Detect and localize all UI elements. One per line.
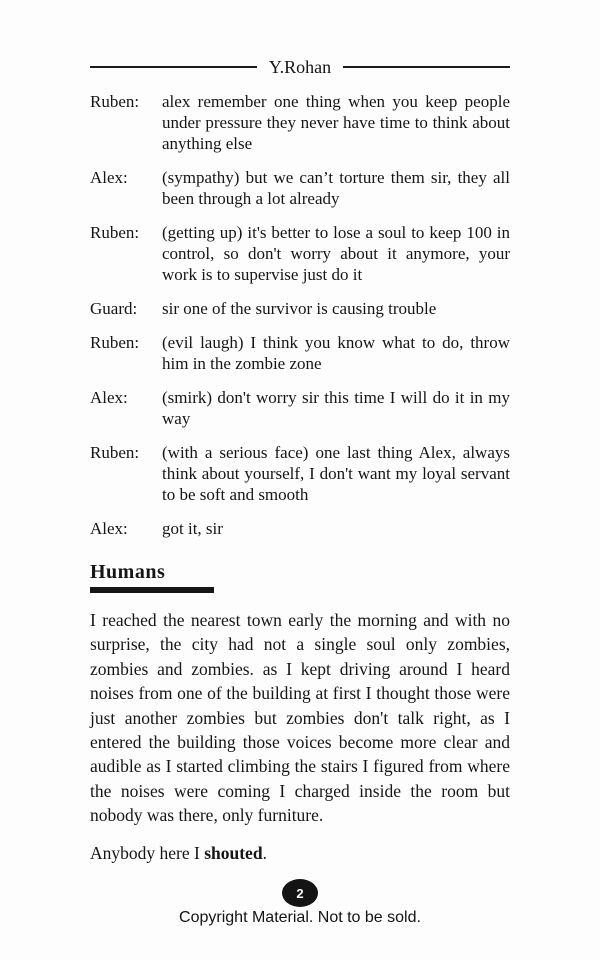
dialogue-text: (with a serious face) one last thing Alex, always think about yourself, I don't want my loyal servant to be soft and smooth [162, 443, 510, 504]
dialogue-text: got it, sir [162, 519, 223, 538]
dialogue-row [90, 387, 510, 429]
page-header [90, 56, 510, 78]
dialogue-row [90, 332, 510, 374]
speaker-label: Ruben: [90, 92, 140, 111]
dialogue-row [90, 518, 510, 539]
closing-bold-word: shouted [204, 842, 263, 863]
closing-line [90, 841, 510, 865]
section-title: Humans [90, 561, 166, 583]
dialogue-row [90, 222, 510, 285]
copyright-notice: Copyright Material. Not to be sold. [179, 909, 421, 926]
speaker-label: Guard: [90, 299, 138, 318]
speaker-label: Ruben: [90, 223, 140, 242]
dialogue-text: (sympathy) but we can’t torture them sir, they all been through a lot already [162, 168, 510, 208]
speaker-label: Alex: [90, 519, 128, 538]
dialogue-text: (evil laugh) I think you know what to do, throw him in the zombie zone [162, 333, 510, 373]
closing-prefix: Anybody here I [90, 842, 205, 863]
speaker-label: Alex: [90, 388, 128, 407]
dialogue-row [90, 91, 510, 154]
speaker-label: Ruben: [90, 443, 140, 462]
page-number-badge: 2 [282, 879, 318, 907]
dialogue-row [90, 298, 510, 319]
dialogue-row [90, 442, 510, 505]
dialogue-section [90, 91, 510, 539]
heading-double-underline [90, 587, 214, 593]
page-footer [0, 879, 600, 927]
header-rule-left [90, 66, 257, 68]
dialogue-text: sir one of the survivor is causing trouble [162, 299, 437, 318]
dialogue-row [90, 167, 510, 209]
header-rule-right [343, 66, 510, 68]
dialogue-text: (getting up) it's better to lose a soul to keep 100 in control, so don't worry about it anymore, your work is to supervise just do it [162, 223, 510, 284]
speaker-label: Alex: [90, 168, 128, 187]
section-heading [90, 560, 510, 593]
dialogue-text: alex remember one thing when you keep people under pressure they never have time to think about anything else [162, 92, 510, 153]
body-paragraph: I reached the nearest town early the morning and with no surprise, the city had not a single soul only zombies, zombies and zombies. as I kept driving around I heard noises from one of the building at first I thought those were just another zombies but zombies don't talk right, as I entered the building those voices become more clear and audible as I started climbing the stairs I figured from where the noises were coming I charged inside the room but nobody was there, only furniture. [90, 610, 510, 826]
author-name: Y.Rohan [268, 57, 332, 77]
dialogue-text: (smirk) don't worry sir this time I will do it in my way [162, 388, 510, 428]
speaker-label: Ruben: [90, 333, 140, 352]
closing-suffix: . [262, 842, 267, 863]
